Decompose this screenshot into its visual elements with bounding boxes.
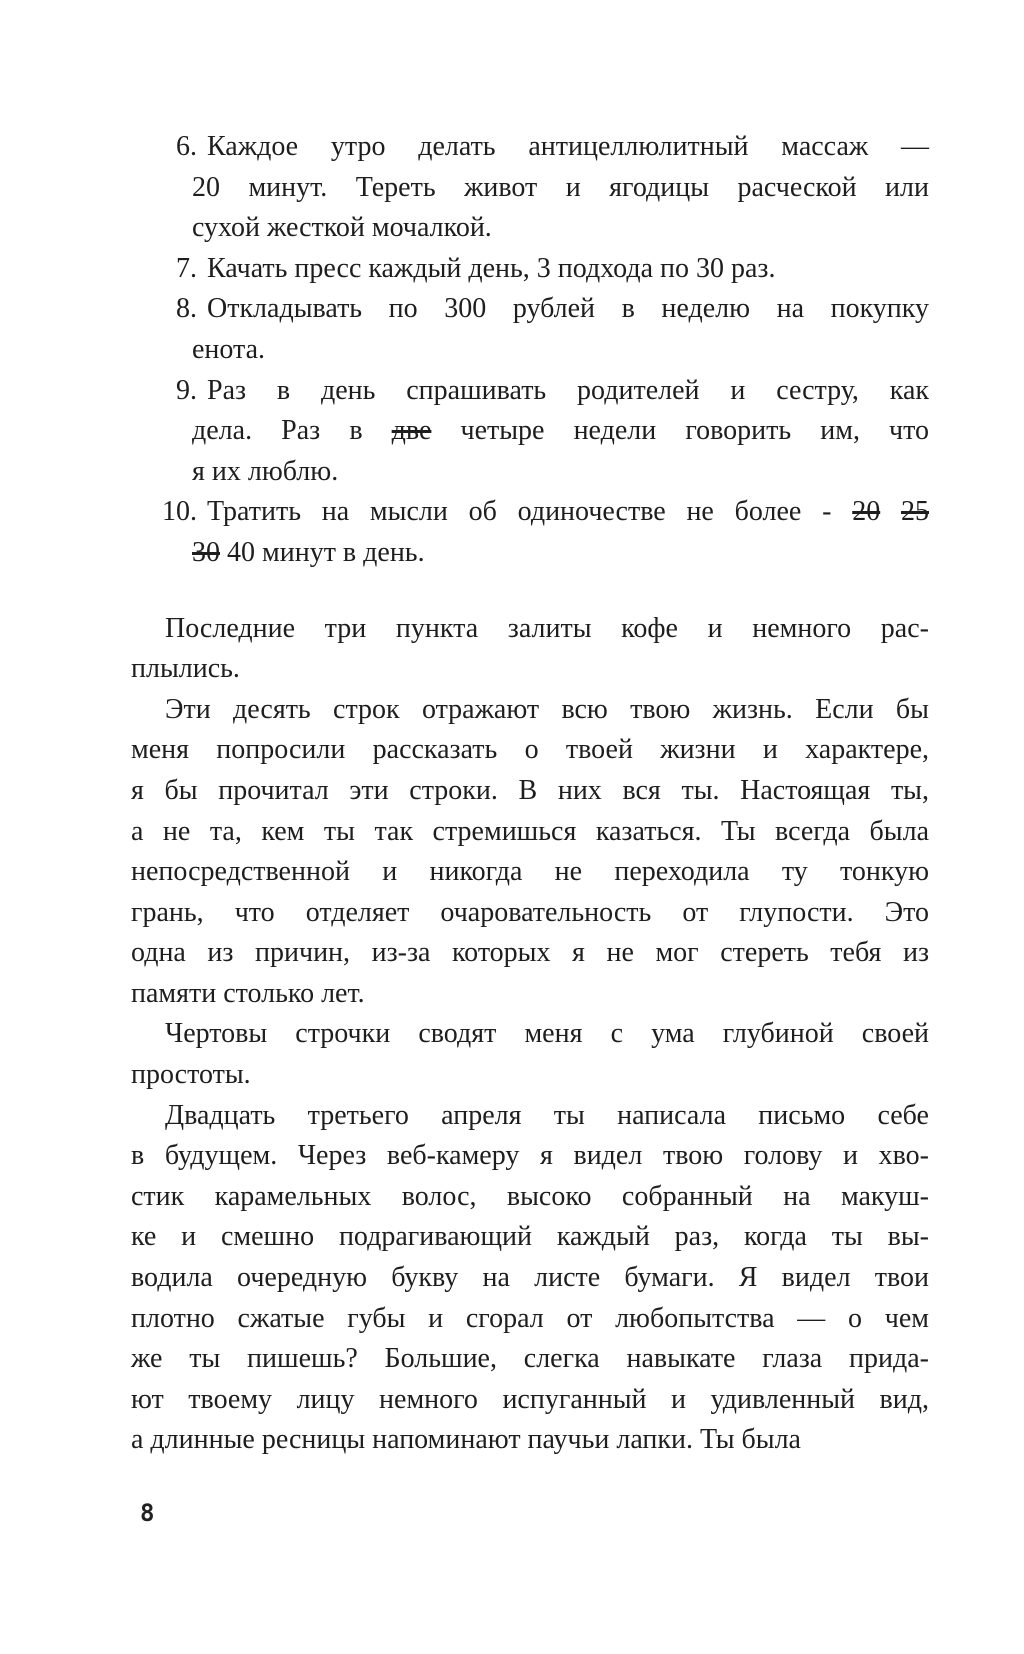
text-line: я бы прочитал эти строки. В них вся ты. Настоящая ты, (131, 774, 929, 806)
text-line: плылись. (131, 653, 240, 685)
struck-text: 25 (901, 496, 929, 528)
paragraph (131, 1096, 929, 1461)
text-line: Двадцать третьего апреля ты написала письмо себе (165, 1099, 929, 1131)
text-line: меня попросили рассказать о твоей жизни и характере, (131, 734, 929, 766)
text-line: а не та, кем ты так стремишься казаться. Ты всегда была (131, 815, 929, 847)
text-line: Чертовы строчки сводят меня с ума глубиной своей (165, 1018, 929, 1050)
text-line: сухой жесткой мочалкой. (192, 212, 492, 244)
text-line: плотно сжатые губы и сгорал от любопытства — о чем (131, 1302, 929, 1334)
page-text (131, 127, 929, 1461)
text-line: Раз в день спрашивать родителей и сестру, как (207, 374, 929, 406)
text-line: енота. (192, 333, 266, 365)
list-item-number: 7. (176, 252, 197, 284)
text-line: Последние три пункта залиты кофе и немного рас- (165, 612, 929, 644)
text-line: 30 40 минут в день. (192, 536, 425, 568)
list-item (176, 289, 929, 370)
text-line: Качать пресс каждый день, 3 подхода по 30 раз. (207, 252, 776, 284)
paragraph (131, 1014, 929, 1095)
body-paragraphs (131, 609, 929, 1461)
list-item (162, 492, 929, 573)
list-item (176, 371, 929, 493)
list-item-number: 10. (162, 496, 197, 528)
struck-text: две (391, 415, 432, 447)
page-number: 8 (140, 1499, 155, 1527)
text-line: одна из причин, из-за которых я не мог стереть тебя из (131, 937, 929, 969)
text-line: ке и смешно подрагивающий каждый раз, когда ты вы- (131, 1221, 929, 1253)
paragraph (131, 690, 929, 1015)
text-line: грань, что отделяет очаровательность от глупости. Это (131, 896, 929, 928)
list-item-number: 6. (176, 131, 197, 162)
list-item-number: 8. (176, 293, 197, 325)
text-line: простоты. (131, 1059, 251, 1091)
list-item-number: 9. (176, 374, 197, 406)
text-line: памяти столько лет. (131, 977, 365, 1009)
text-line: водила очередную букву на листе бумаги. Я видел твои (131, 1262, 929, 1294)
text-line: Эти десять строк отражают всю твою жизнь. Если бы (165, 693, 929, 725)
text-line: Тратить на мысли об одиночестве не более - 20 25 (207, 496, 929, 528)
todo-list (131, 127, 929, 574)
text-line: ют твоему лицу немного испуганный и удивленный вид, (131, 1383, 929, 1415)
paragraph (131, 609, 929, 690)
text-line: Каждое утро делать антицеллюлитный массаж — (207, 131, 929, 162)
text-line: 20 минут. Тереть живот и ягодицы расческой или (192, 171, 929, 203)
text-line: а длинные ресницы напоминают паучьи лапки. Ты была (131, 1424, 801, 1456)
text-line: стик карамельных волос, высоко собранный на макуш- (131, 1180, 929, 1212)
text-line: в будущем. Через веб-камеру я видел твою голову и хво- (131, 1140, 929, 1172)
text-line: дела. Раз в две четыре недели говорить им, что (192, 415, 929, 447)
text-line: я их люблю. (192, 455, 339, 487)
struck-text: 30 (192, 536, 220, 568)
text-line: же ты пишешь? Большие, слегка навыкате глаза прида- (131, 1343, 929, 1375)
list-item (176, 127, 929, 249)
text-line: непосредственной и никогда не переходила ту тонкую (131, 856, 929, 888)
text-line: Откладывать по 300 рублей в неделю на покупку (207, 293, 929, 325)
struck-text: 20 (852, 496, 881, 528)
list-item (176, 249, 929, 290)
